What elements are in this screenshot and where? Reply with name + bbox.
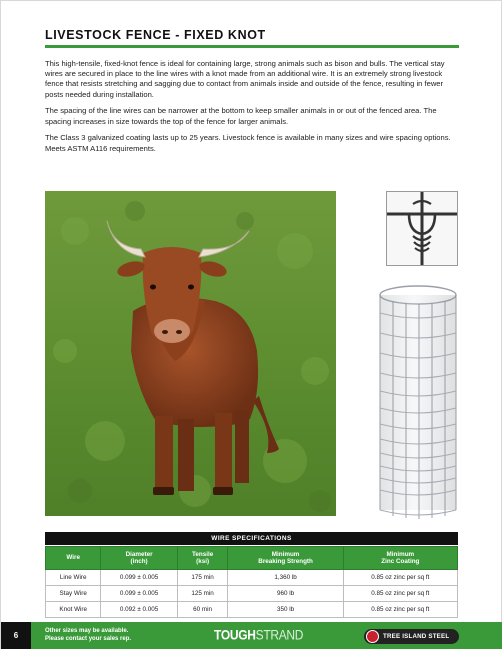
table-row <box>46 586 458 602</box>
footer-note-line1: Other sizes may be available. <box>45 628 129 634</box>
page-title: LIVESTOCK FENCE - FIXED KNOT <box>45 28 266 42</box>
brand-strand-text: STRAND <box>255 626 304 644</box>
footer-note <box>45 627 131 643</box>
cell-zinc-coating: 0.85 oz zinc per sq ft <box>343 586 457 602</box>
title-divider <box>45 45 459 48</box>
description-text <box>45 59 461 160</box>
paragraph-intro: This high-tensile, fixed-knot fence is ideal for containing large, strong animals such as bison and bulls. The vertical stay wires are secured in place to the line wires with a knot made from an additional wire. It is an extremely strong livestock fence that resists stretching and sagging due to contact from animals inside and outside of the fence, resulting in fewer posts needed during installation. <box>45 59 445 99</box>
cell-wire: Stay Wire <box>46 586 101 602</box>
cell-tensile: 175 min <box>177 570 228 586</box>
tree-island-mark-icon <box>366 630 379 643</box>
cell-diameter: 0.092 ± 0.005 <box>101 602 177 618</box>
header-tensile: Tensile (ksi) <box>177 547 228 570</box>
cell-wire: Line Wire <box>46 570 101 586</box>
table-row <box>46 570 458 586</box>
page-footer <box>1 622 502 649</box>
cell-zinc-coating: 0.85 oz zinc per sq ft <box>343 570 457 586</box>
brand-tough-text: TOUGH <box>214 626 256 644</box>
company-name: TREE ISLAND STEEL <box>383 633 450 640</box>
tree-island-steel-logo <box>364 629 459 644</box>
cell-breaking-strength: 960 lb <box>228 586 343 602</box>
table-row <box>46 602 458 618</box>
wire-specifications-title: WIRE SPECIFICATIONS <box>45 532 458 545</box>
cell-tensile: 125 min <box>177 586 228 602</box>
cell-tensile: 60 min <box>177 602 228 618</box>
cell-diameter: 0.099 ± 0.005 <box>101 570 177 586</box>
bull-photo <box>45 191 336 516</box>
page-number: 6 <box>1 622 31 649</box>
cell-wire: Knot Wire <box>46 602 101 618</box>
footer-note-line2: Please contact your sales rep. <box>45 636 132 642</box>
cell-breaking-strength: 1,360 lb <box>228 570 343 586</box>
wire-specifications-table <box>45 546 458 618</box>
fixed-knot-diagram <box>386 191 458 266</box>
header-breaking-strength: Minimum Breaking Strength <box>228 547 343 570</box>
cell-zinc-coating: 0.85 oz zinc per sq ft <box>343 602 457 618</box>
header-zinc-coating: Minimum Zinc Coating <box>343 547 457 570</box>
paragraph-coating: The Class 3 galvanized coating lasts up to 25 years. Livestock fence is available in many sizes and wire spacing options. Meets ASTM A116 requirements. <box>45 133 451 153</box>
toughstrand-logo <box>214 627 303 643</box>
fence-roll-image <box>373 283 463 520</box>
paragraph-spacing: The spacing of the line wires can be narrower at the bottom to keep smaller animals in or out of the fenced area. The spacing increases in size towards the top of the fence for larger animals. <box>45 106 437 126</box>
header-diameter: Diameter (inch) <box>101 547 177 570</box>
cell-breaking-strength: 350 lb <box>228 602 343 618</box>
header-wire: Wire <box>46 547 101 570</box>
table-header-row <box>46 547 458 570</box>
cell-diameter: 0.099 ± 0.005 <box>101 586 177 602</box>
